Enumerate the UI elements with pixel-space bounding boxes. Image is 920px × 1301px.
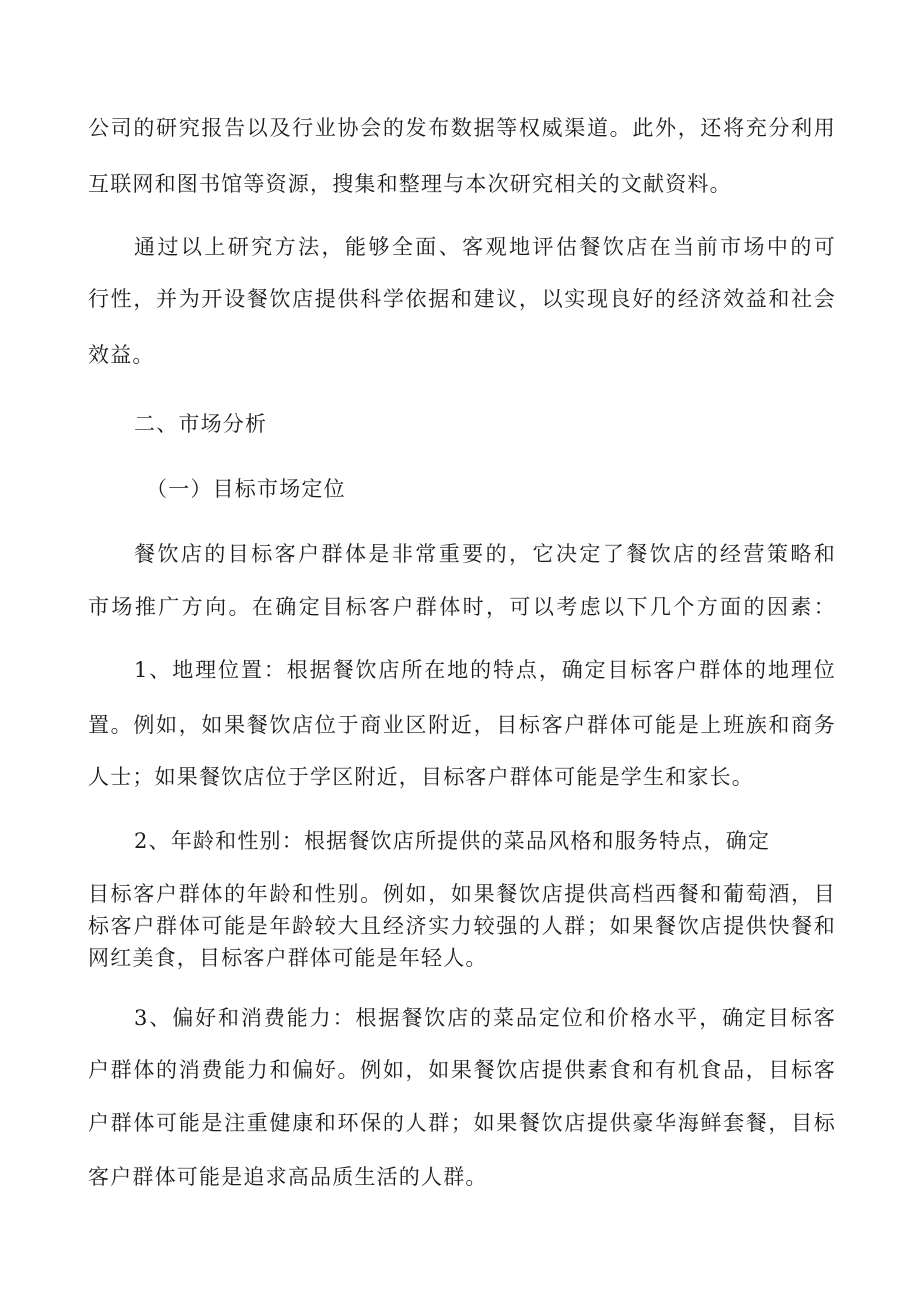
paragraph-line: 通过以上研究方法，能够全面、客观地评估餐饮店在当前市场中的可 — [134, 235, 836, 259]
paragraph-line: 互联网和图书馆等资源，搜集和整理与本次研究相关的文献资料。 — [88, 172, 732, 196]
paragraph-line: 人士；如果餐饮店位于学区附近，目标客户群体可能是学生和家长。 — [88, 765, 754, 789]
paragraph-line: 3、偏好和消费能力：根据餐饮店的菜品定位和价格水平，确定目标客 — [134, 1006, 836, 1030]
paragraph-line: 市场推广方向。在确定目标客户群体时，可以考虑以下几个方面的因素： — [88, 595, 836, 619]
paragraph-line: 餐饮店的目标客户群体是非常重要的，它决定了餐饮店的经营策略和 — [134, 542, 836, 566]
paragraph-line: 1、地理位置：根据餐饮店所在地的特点，确定目标客户群体的地理位 — [134, 658, 836, 682]
paragraph-line: 2、年龄和性别：根据餐饮店所提供的菜品风格和服务特点，确定 — [134, 829, 771, 853]
paragraph-line: 行性，并为开设餐饮店提供科学依据和建议，以实现良好的经济效益和社会 — [88, 287, 836, 311]
paragraph-line: 置。例如，如果餐饮店位于商业区附近，目标客户群体可能是上班族和商务 — [88, 713, 836, 737]
paragraph-line: 户群体可能是注重健康和环保的人群；如果餐饮店提供豪华海鲜套餐，目标 — [88, 1111, 836, 1135]
paragraph-line: 户群体的消费能力和偏好。例如，如果餐饮店提供素食和有机食品，目标客 — [88, 1058, 836, 1082]
paragraph-line: 公司的研究报告以及行业协会的发布数据等权威渠道。此外，还将充分利用 — [88, 116, 836, 140]
paragraph-line: 目标客户群体的年龄和性别。例如，如果餐饮店提供高档西餐和葡萄酒，目 — [88, 882, 836, 906]
paragraph-line: 客户群体可能是追求高品质生活的人群。 — [88, 1165, 488, 1189]
paragraph-line: 标客户群体可能是年龄较大且经济实力较强的人群；如果餐饮店提供快餐和 — [88, 914, 836, 938]
section-heading: 二、市场分析 — [134, 412, 268, 436]
subsection-heading: （一）目标市场定位 — [146, 477, 346, 501]
paragraph-line: 效益。 — [88, 343, 155, 367]
paragraph-line: 网红美食，目标客户群体可能是年轻人。 — [88, 946, 488, 970]
